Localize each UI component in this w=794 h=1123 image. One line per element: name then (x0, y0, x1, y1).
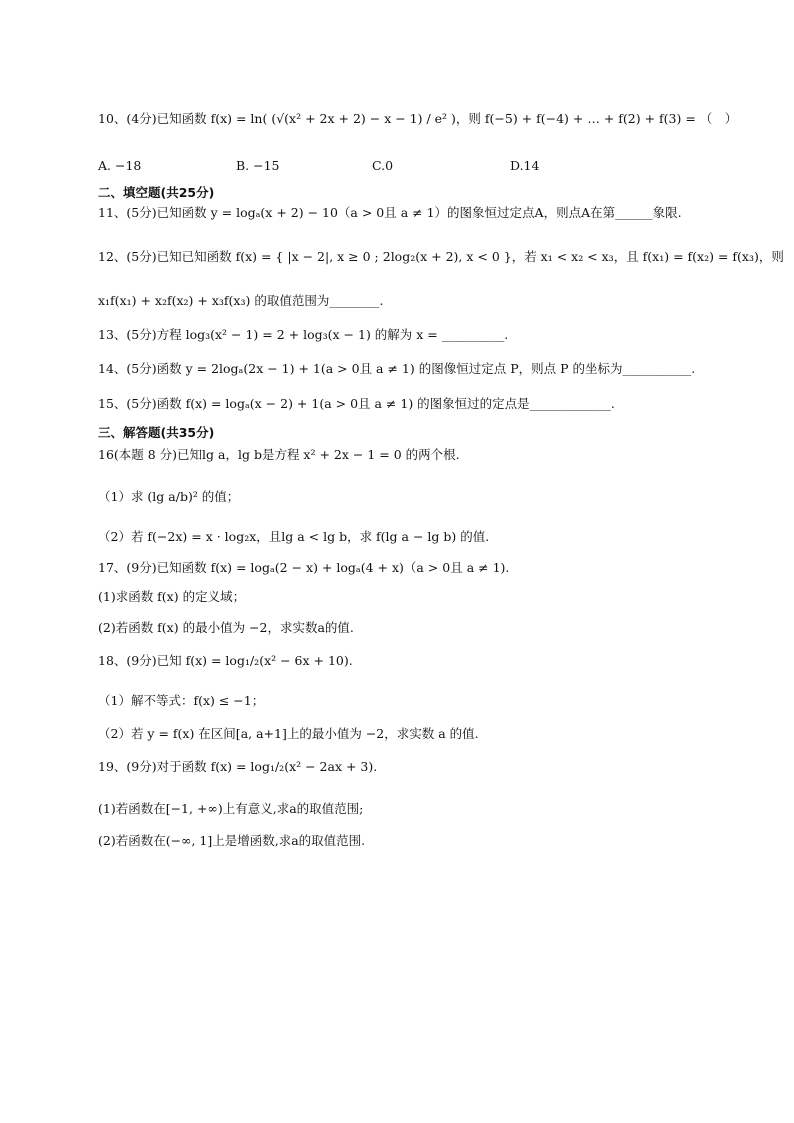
question-15: 15、(5分)函数 f(x) = logₐ(x − 2) + 1(a > 0且 a ≠ 1) 的图象恒过的定点是_____________. (98, 396, 615, 411)
q10-option-a: A. −18 (98, 158, 142, 173)
section-fill-in-title: 二、填空题(共25分) (98, 185, 215, 200)
question-17-part1: (1)求函数 f(x) 的定义域； (98, 589, 246, 604)
section-answer-title: 三、解答题(共35分) (98, 425, 215, 440)
question-14: 14、(5分)函数 y = 2logₐ(2x − 1) + 1(a > 0且 a ≠ 1) 的图像恒过定点 P，则点 P 的坐标为___________. (98, 361, 696, 376)
question-16-part2: （2）若 f(−2x) = x · log₂x，且lg a < lg b，求 f(lg a − lg b) 的值. (98, 529, 490, 544)
q10-option-d: D.14 (510, 158, 540, 173)
q10-option-b: B. −15 (236, 158, 280, 173)
question-16-part1: （1）求 (lg a/b)² 的值； (98, 489, 240, 504)
question-19-part2: (2)若函数在(−∞, 1]上是增函数,求a的取值范围. (98, 833, 366, 848)
question-19-stem: 19、(9分)对于函数 f(x) = log₁/₂(x² − 2ax + 3). (98, 759, 378, 774)
question-10: 10、(4分)已知函数 f(x) = ln( (√(x² + 2x + 2) − x − 1) / e² )，则 f(−5) + f(−4) + … + f(2) + f(3) = （ ） (98, 111, 738, 126)
question-17-part2: (2)若函数 f(x) 的最小值为 −2，求实数a的值. (98, 620, 354, 635)
question-13: 13、(5分)方程 log₃(x² − 1) = 2 + log₃(x − 1) 的解为 x = __________. (98, 327, 509, 342)
question-16-stem: 16(本题 8 分)已知lg a，lg b是方程 x² + 2x − 1 = 0 的两个根. (98, 447, 460, 462)
question-18-part2: （2）若 y = f(x) 在区间[a, a+1]上的最小值为 −2，求实数 a 的值. (98, 726, 479, 741)
question-12-line2: x₁f(x₁) + x₂f(x₂) + x₃f(x₃) 的取值范围为________. (98, 293, 384, 308)
q10-option-c: C.0 (372, 158, 394, 173)
question-17-stem: 17、(9分)已知函数 f(x) = logₐ(2 − x) + logₐ(4 + x)（a > 0且 a ≠ 1). (98, 560, 510, 575)
question-12-line1: 12、(5分)已知已知函数 f(x) = { |x − 2|, x ≥ 0 ; 2log₂(x + 2), x < 0 }，若 x₁ < x₂ < x₃，且 f(x₁) = f(x₂) = f(x₃)，则 (98, 249, 784, 264)
question-11: 11、(5分)已知函数 y = logₐ(x + 2) − 10（a > 0且 a ≠ 1）的图象恒过定点A，则点A在第______象限. (98, 205, 682, 220)
question-19-part1: (1)若函数在[−1, +∞)上有意义,求a的取值范围; (98, 801, 364, 816)
question-18-stem: 18、(9分)已知 f(x) = log₁/₂(x² − 6x + 10). (98, 653, 353, 668)
question-18-part1: （1）解不等式：f(x) ≤ −1； (98, 693, 265, 708)
